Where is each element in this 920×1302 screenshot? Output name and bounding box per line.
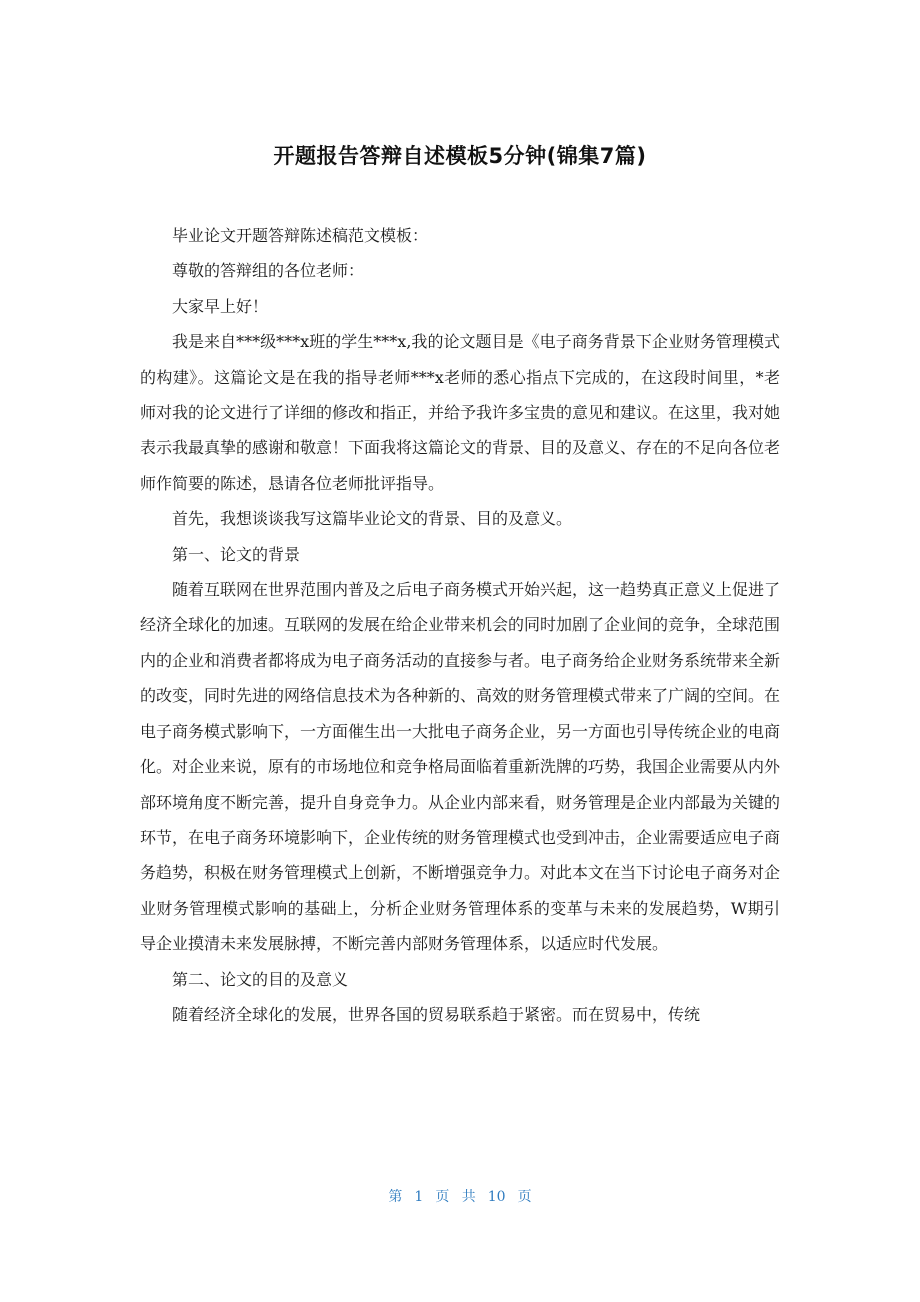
paragraph-purpose: 随着经济全球化的发展，世界各国的贸易联系趋于紧密。而在贸易中，传统 [172,1004,701,1024]
section-heading-purpose: 第二、论文的目的及意义 [172,969,349,989]
document-title: 开题报告答辩自述模板5分钟(锦集7篇) [273,144,647,168]
paragraph-overview: 首先，我想谈谈我写这篇毕业论文的背景、目的及意义。 [172,509,573,529]
footer-label-page: 第 [388,1189,403,1205]
page-footer [0,1186,920,1206]
section-heading-background: 第一、论文的背景 [172,544,301,564]
paragraph-self-introduction: 我是来自***级***x班的学生***x,我的论文题目是《电子商务背景下企业财务管理模式的构建》。这篇论文是在我的指导老师***x老师的悉心指点下完成的，在这段时间里，*老师对我的论文进行了详细的修改和指正，并给予我许多宝贵的意见和建议。在这里，我对她表示我最真挚的感谢和敬意！下面我将这篇论文的背景、目的及意义、存在的不足向各位老师作简要的陈述，恳请各位老师批评指导。 [140,332,781,493]
footer-label-pages: 页 [517,1189,532,1205]
footer-current-page: 1 [414,1189,424,1205]
document-body [140,218,780,1032]
paragraph-background: 随着互联网在世界范围内普及之后电子商务模式开始兴起，这一趋势真正意义上促进了经济全球化的加速。互联网的发展在给企业带来机会的同时加剧了企业间的竞争，全球范围内的企业和消费者都将成为电子商务活动的直接参与者。电子商务给企业财务系统带来全新的改变，同时先进的网络信息技术为各种新的、高效的财务管理模式带来了广阔的空间。在电子商务模式影响下，一方面催生出一大批电子商务企业，另一方面也引导传统企业的电商化。对企业来说，原有的市场地位和竞争格局面临着重新洗牌的巧势，我国企业需要从内外部环境角度不断完善，提升自身竞争力。从企业内部来看，财务管理是企业内部最为关键的环节，在电子商务环境影响下，企业传统的财务管理模式也受到冲击，企业需要适应电子商务趋势，积极在财务管理模式上创新，不断增强竞争力。对此本文在当下讨论电子商务对企业财务管理模式影响的基础上，分析企业财务管理体系的变革与未来的发展趋势，W期引导企业摸清未来发展脉搏，不断完善内部财务管理体系，以适应时代发展。 [140,580,781,954]
paragraph-greeting: 大家早上好！ [172,296,269,316]
footer-total-pages: 10 [487,1189,506,1205]
paragraph-intro: 毕业论文开题答辩陈述稿范文模板： [172,226,429,245]
paragraph-salutation: 尊敬的答辩组的各位老师： [172,261,365,281]
footer-label-of: 页 共 [435,1189,476,1205]
